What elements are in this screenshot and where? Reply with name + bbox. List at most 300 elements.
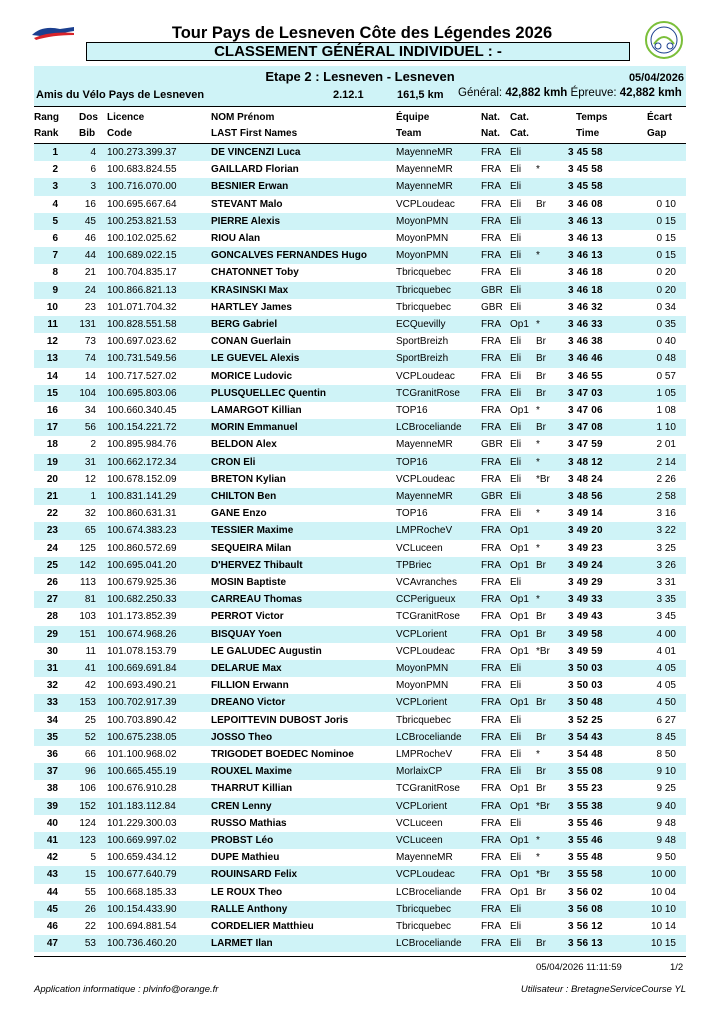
bib-cell: 44 (84, 250, 96, 262)
name-cell: ROUXEL Maxime (211, 766, 292, 778)
licence-cell: 100.669.691.84 (107, 663, 177, 674)
name-cell: TESSIER Maxime (211, 525, 294, 537)
rank-cell: 33 (46, 697, 58, 709)
bib-cell: 4 (90, 147, 96, 158)
time-cell: 3 46 32 (568, 301, 603, 313)
team-cell: TPBriec (396, 559, 432, 571)
gap-cell: 0 34 (656, 301, 676, 313)
team-cell: MayenneMR (396, 491, 453, 502)
licence-cell: 100.674.968.26 (107, 628, 177, 640)
rank-cell: 3 (52, 181, 58, 193)
name-cell: LE GUEVEL Alexis (211, 353, 300, 365)
time-cell: 3 55 46 (568, 835, 603, 846)
cat-cell: Op1 (510, 559, 529, 571)
team-cell: VCPLoudeac (396, 473, 455, 485)
team-cell: Tbricquebec (396, 714, 452, 726)
name-cell: CRON Eli (211, 456, 256, 468)
rank-cell: 43 (46, 869, 58, 881)
table-row (34, 247, 686, 264)
time-cell: 3 45 58 (568, 147, 603, 158)
gap-cell: 3 16 (656, 508, 676, 520)
team-cell: SportBreizh (396, 353, 449, 365)
rank-cell: 13 (46, 353, 58, 365)
name-cell: BELDON Alex (211, 439, 277, 451)
rank-cell: 16 (46, 405, 58, 416)
gap-cell: 0 15 (656, 215, 676, 227)
gap-cell: 9 40 (656, 800, 676, 812)
time-cell: 3 49 23 (568, 542, 603, 554)
team-cell: TOP16 (396, 405, 428, 416)
cat-flag-cell: * (536, 594, 540, 606)
cat-cell: Eli (510, 439, 522, 451)
licence-cell: 101.173.852.39 (107, 611, 177, 623)
print-datetime: 05/04/2026 11:11:59 (536, 962, 622, 973)
rank-cell: 14 (46, 370, 58, 382)
name-cell: ROUINSARD Felix (211, 869, 298, 881)
cat-cell: Op1 (510, 525, 529, 537)
cat-flag-cell: * (536, 250, 540, 262)
footer-divider (34, 956, 686, 957)
name-cell: BESNIER Erwan (211, 181, 289, 193)
licence-cell: 100.668.185.33 (107, 886, 177, 898)
name-cell: PROBST Léo (211, 835, 274, 846)
rank-cell: 47 (46, 938, 58, 950)
team-cell: MoyonPMN (396, 250, 449, 262)
name-cell: LARMET Ilan (211, 938, 273, 950)
name-cell: DREANO Victor (211, 697, 286, 709)
nat-cell: FRA (481, 405, 501, 416)
team-cell: MoyonPMN (396, 233, 449, 244)
licence-cell: 100.695.667.64 (107, 198, 177, 210)
team-cell: Tbricquebec (396, 301, 452, 313)
name-cell: CONAN Guerlain (211, 336, 292, 348)
cat-cell: Eli (510, 663, 522, 674)
bib-cell: 55 (84, 886, 96, 898)
table-row (34, 540, 686, 557)
licence-cell: 100.703.890.42 (107, 714, 177, 726)
cat-cell: Eli (510, 370, 522, 382)
name-cell: BERG Gabriel (211, 319, 278, 330)
rank-cell: 44 (46, 886, 58, 898)
licence-cell: 100.736.460.20 (107, 938, 177, 950)
rank-cell: 11 (47, 319, 58, 330)
nat-cell: FRA (481, 387, 501, 399)
licence-cell: 101.071.704.32 (107, 301, 177, 313)
bib-cell: 21 (84, 267, 96, 279)
gap-cell: 6 27 (656, 714, 676, 726)
time-cell: 3 56 13 (568, 938, 603, 950)
epreuve-value: 42,882 kmh (619, 87, 682, 99)
nat-cell: FRA (481, 766, 501, 778)
rank-cell: 9 (52, 284, 58, 296)
team-cell: VCLuceen (396, 542, 443, 554)
bib-cell: 31 (84, 456, 96, 468)
time-cell: 3 45 58 (568, 181, 603, 193)
cat-cell: Op1 (510, 886, 529, 898)
table-row (34, 660, 686, 677)
cat-flag-cell: Br (536, 422, 546, 434)
cat-flag-cell: Br (536, 387, 546, 399)
bib-cell: 12 (84, 473, 96, 485)
table-row (34, 866, 686, 883)
name-cell: GAILLARD Florian (211, 164, 299, 176)
nat-cell: FRA (481, 559, 501, 571)
gap-cell: 0 48 (656, 353, 676, 365)
cat-flag-cell: Br (536, 559, 546, 571)
nat-cell: FRA (481, 473, 501, 485)
licence-cell: 100.674.383.23 (107, 525, 177, 537)
cat-cell: Op1 (510, 611, 529, 623)
nat-cell: FRA (481, 422, 501, 434)
licence-cell: 100.154.433.90 (107, 903, 177, 915)
gap-cell: 10 10 (650, 903, 676, 915)
nat-cell: FRA (481, 749, 501, 760)
licence-cell: 100.662.172.34 (107, 456, 177, 468)
nat-cell: FRA (481, 852, 501, 864)
table-row (34, 557, 686, 574)
cat-flag-cell: * (536, 835, 540, 846)
gap-cell: 2 58 (656, 491, 676, 502)
rank-cell: 7 (52, 250, 58, 262)
organizer: Amis du Vélo Pays de Lesneven (36, 89, 205, 101)
time-cell: 3 48 24 (568, 473, 603, 485)
col-licence: Licence (107, 112, 145, 123)
nat-cell: FRA (481, 800, 501, 812)
time-cell: 3 49 58 (568, 628, 603, 640)
cat-flag-cell: * (536, 749, 540, 760)
nat-cell: FRA (481, 370, 501, 382)
bib-cell: 96 (84, 766, 96, 778)
licence-cell: 101.183.112.84 (107, 800, 176, 812)
table-row (34, 350, 686, 367)
licence-cell: 100.669.997.02 (107, 835, 177, 846)
licence-cell: 100.660.340.45 (107, 405, 177, 416)
nat-cell: FRA (481, 886, 501, 898)
nat-cell: FRA (481, 921, 501, 932)
user-credit: Utilisateur : BretagneServiceCourse YL (520, 984, 686, 995)
nat-cell: GBR (481, 284, 503, 296)
name-cell: PIERRE Alexis (211, 215, 281, 227)
nat-cell: FRA (481, 594, 501, 606)
licence-cell: 100.253.821.53 (107, 215, 177, 227)
col-code: Code (107, 128, 132, 139)
licence-cell: 100.273.399.37 (107, 147, 177, 158)
gap-cell: 9 48 (656, 817, 676, 829)
cat-flag-cell: Br (536, 353, 546, 365)
stage-distance: 161,5 km (397, 89, 444, 101)
time-cell: 3 47 08 (568, 422, 603, 434)
table-row (34, 935, 686, 952)
name-cell: DELARUE Max (211, 663, 282, 674)
gap-cell: 3 25 (656, 542, 676, 554)
cat-cell: Op1 (510, 594, 529, 606)
nat-cell: FRA (481, 181, 501, 193)
name-cell: LE ROUX Theo (211, 886, 283, 898)
cat-flag-cell: Br (536, 766, 546, 778)
nat-cell: FRA (481, 938, 501, 950)
time-cell: 3 56 02 (568, 886, 603, 898)
col-team: Team (396, 128, 422, 139)
time-cell: 3 46 18 (568, 267, 603, 279)
gap-cell: 8 45 (656, 731, 676, 743)
bib-cell: 125 (79, 542, 96, 554)
rank-cell: 29 (46, 628, 58, 640)
table-row (34, 385, 686, 402)
rank-cell: 37 (46, 766, 58, 778)
table-row (34, 729, 686, 746)
rank-cell: 32 (46, 680, 58, 692)
team-cell: LCBroceliande (396, 886, 462, 898)
time-cell: 3 46 33 (568, 319, 603, 330)
table-row (34, 608, 686, 625)
bib-cell: 11 (85, 645, 96, 657)
stage-banner (34, 66, 686, 107)
cat-cell: Op1 (510, 800, 529, 812)
bib-cell: 24 (84, 284, 96, 296)
time-cell: 3 46 13 (568, 215, 603, 227)
table-row (34, 196, 686, 213)
bib-cell: 45 (84, 215, 96, 227)
nat-cell: FRA (481, 542, 501, 554)
rank-cell: 36 (46, 749, 58, 760)
bib-cell: 32 (84, 508, 96, 520)
cat-cell: Eli (510, 233, 522, 244)
gap-cell: 10 00 (650, 869, 676, 881)
bib-cell: 106 (79, 783, 96, 795)
gap-cell: 10 04 (650, 886, 676, 898)
licence-cell: 100.866.821.13 (107, 284, 177, 296)
cat-cell: Eli (510, 456, 522, 468)
team-cell: VCPLoudeac (396, 869, 455, 881)
cat-cell: Eli (510, 731, 522, 743)
table-row (34, 419, 686, 436)
licence-cell: 100.682.250.33 (107, 594, 177, 606)
nat-cell: FRA (481, 714, 501, 726)
bib-cell: 16 (84, 198, 96, 210)
name-cell: D'HERVEZ Thibault (211, 559, 303, 571)
name-cell: STEVANT Malo (211, 198, 283, 210)
licence-cell: 100.694.881.54 (107, 921, 177, 932)
cat-cell: Op1 (510, 405, 529, 416)
cat-cell: Op1 (510, 869, 529, 881)
team-cell: MayenneMR (396, 181, 453, 193)
team-cell: TOP16 (396, 508, 428, 520)
time-cell: 3 49 29 (568, 577, 603, 588)
gap-cell: 4 05 (656, 680, 676, 692)
bib-cell: 25 (84, 714, 96, 726)
rank-cell: 41 (46, 835, 58, 846)
time-cell: 3 47 59 (568, 439, 603, 451)
rank-cell: 39 (46, 800, 58, 812)
cat-flag-cell: *Br (536, 645, 550, 657)
team-cell: TCGranitRose (396, 611, 460, 623)
bib-cell: 124 (79, 817, 96, 829)
table-row (34, 712, 686, 729)
team-cell: Tbricquebec (396, 284, 452, 296)
time-cell: 3 49 43 (568, 611, 603, 623)
bib-cell: 2 (90, 439, 96, 451)
time-cell: 3 45 58 (568, 164, 603, 176)
nat-cell: FRA (481, 198, 501, 210)
time-cell: 3 52 25 (568, 714, 603, 726)
bib-cell: 151 (79, 628, 96, 640)
rank-cell: 2 (52, 164, 58, 176)
table-row (34, 798, 686, 815)
col-gap: Gap (647, 128, 667, 139)
cat-flag-cell: Br (536, 198, 546, 210)
licence-cell: 100.831.141.29 (107, 491, 177, 502)
gap-cell: 0 35 (656, 319, 676, 330)
time-cell: 3 55 38 (568, 800, 603, 812)
gap-cell: 3 31 (656, 577, 676, 588)
licence-cell: 100.675.238.05 (107, 731, 177, 743)
gap-cell: 4 05 (656, 663, 676, 674)
cat-cell: Op1 (510, 783, 529, 795)
licence-cell: 100.717.527.02 (107, 370, 177, 382)
col-rank: Rank (34, 128, 59, 139)
team-cell: MayenneMR (396, 439, 453, 451)
cat-flag-cell: * (536, 405, 540, 416)
stage-title: Etape 2 : Lesneven - Lesneven (265, 69, 455, 84)
rank-cell: 18 (46, 439, 58, 451)
rank-cell: 23 (46, 525, 58, 537)
bib-cell: 74 (84, 353, 96, 365)
gap-cell: 0 20 (656, 284, 676, 296)
nat-cell: GBR (481, 491, 503, 502)
rank-cell: 24 (46, 542, 58, 554)
licence-cell: 100.860.631.31 (107, 508, 177, 520)
bib-cell: 65 (84, 525, 96, 537)
team-cell: LMPRocheV (396, 525, 453, 537)
rank-cell: 5 (52, 215, 58, 227)
licence-cell: 101.229.300.03 (107, 817, 177, 829)
licence-cell: 100.828.551.58 (107, 319, 177, 330)
team-cell: MayenneMR (396, 164, 453, 176)
time-cell: 3 46 18 (568, 284, 603, 296)
gap-cell: 3 35 (656, 594, 676, 606)
gap-cell: 0 15 (656, 233, 676, 244)
time-cell: 3 49 33 (568, 594, 603, 606)
col-nom: NOM Prénom (211, 112, 275, 123)
licence-cell: 100.678.152.09 (107, 473, 177, 485)
rank-cell: 1 (52, 147, 58, 158)
table-row (34, 230, 686, 247)
col-nat: Nat. (481, 112, 500, 123)
table-row (34, 815, 686, 832)
cat-flag-cell: Br (536, 731, 546, 743)
team-cell: MoyonPMN (396, 680, 449, 692)
bib-cell: 42 (84, 680, 96, 692)
time-cell: 3 55 08 (568, 766, 603, 778)
application-credit: Application informatique : plvinfo@orange.fr (34, 984, 219, 995)
licence-cell: 100.154.221.72 (107, 422, 177, 434)
name-cell: GANE Enzo (211, 508, 267, 520)
rank-cell: 26 (46, 577, 58, 588)
bib-cell: 113 (80, 577, 96, 588)
table-row (34, 884, 686, 901)
cat-flag-cell: * (536, 542, 540, 554)
page-number: 1/2 (670, 962, 684, 973)
table-row (34, 282, 686, 299)
cat-flag-cell: Br (536, 886, 546, 898)
licence-cell: 100.704.835.17 (107, 267, 177, 279)
cat-cell: Eli (510, 766, 522, 778)
table-row (34, 471, 686, 488)
cat-cell: Eli (510, 387, 522, 399)
name-cell: CHILTON Ben (211, 491, 277, 502)
licence-cell: 100.102.025.62 (107, 233, 177, 244)
cat-cell: Eli (510, 336, 522, 348)
bib-cell: 103 (79, 611, 96, 623)
team-cell: Tbricquebec (396, 267, 452, 279)
time-cell: 3 46 13 (568, 233, 603, 244)
time-cell: 3 47 03 (568, 387, 603, 399)
cat-flag-cell: Br (536, 697, 546, 709)
team-cell: MayenneMR (396, 852, 453, 864)
nat-cell: FRA (481, 645, 501, 657)
gap-cell: 10 14 (650, 921, 676, 932)
time-cell: 3 48 12 (568, 456, 603, 468)
licence-cell: 100.702.917.39 (107, 697, 177, 709)
col-last: LAST First Names (211, 128, 298, 139)
team-cell: VCPLoudeac (396, 645, 455, 657)
name-cell: CARREAU Thomas (211, 594, 303, 606)
licence-cell: 100.665.455.19 (107, 766, 177, 778)
bib-cell: 123 (79, 835, 96, 846)
team-cell: SportBreizh (396, 336, 449, 348)
name-cell: MOSIN Baptiste (211, 577, 287, 588)
time-cell: 3 55 58 (568, 869, 603, 881)
licence-cell: 100.860.572.69 (107, 542, 177, 554)
rank-cell: 27 (46, 594, 58, 606)
name-cell: PLUSQUELLEC Quentin (211, 387, 326, 399)
rank-cell: 28 (46, 611, 58, 623)
name-cell: THARRUT Killian (211, 783, 293, 795)
nat-cell: FRA (481, 903, 501, 915)
cat-flag-cell: Br (536, 370, 546, 382)
table-row (34, 505, 686, 522)
gap-cell: 9 48 (656, 835, 676, 846)
col-ecart: Écart (647, 112, 673, 123)
nat-cell: FRA (481, 817, 501, 829)
name-cell: RUSSO Mathias (211, 817, 287, 829)
cat-cell: Op1 (510, 319, 529, 330)
rank-cell: 4 (52, 198, 58, 210)
cat-cell: Eli (510, 749, 522, 760)
cat-flag-cell: *Br (536, 800, 550, 812)
rank-cell: 8 (52, 267, 58, 279)
time-cell: 3 50 03 (568, 663, 603, 674)
gap-cell: 4 01 (656, 645, 676, 657)
rank-cell: 42 (46, 852, 58, 864)
name-cell: RALLE Anthony (211, 903, 288, 915)
bib-cell: 66 (84, 749, 96, 760)
table-row (34, 522, 686, 539)
time-cell: 3 49 14 (568, 508, 603, 520)
table-row (34, 368, 686, 385)
cat-cell: Eli (510, 921, 522, 932)
gap-cell: 1 08 (656, 405, 676, 416)
rank-cell: 17 (46, 422, 58, 434)
name-cell: FILLION Erwann (211, 680, 289, 692)
table-row (34, 694, 686, 711)
general-value: 42,882 kmh (505, 87, 568, 99)
nat-cell: FRA (481, 835, 501, 846)
epreuve-label: Épreuve: (570, 87, 617, 99)
rank-cell: 34 (46, 714, 58, 726)
time-cell: 3 55 46 (568, 817, 603, 829)
bib-cell: 15 (84, 869, 96, 881)
